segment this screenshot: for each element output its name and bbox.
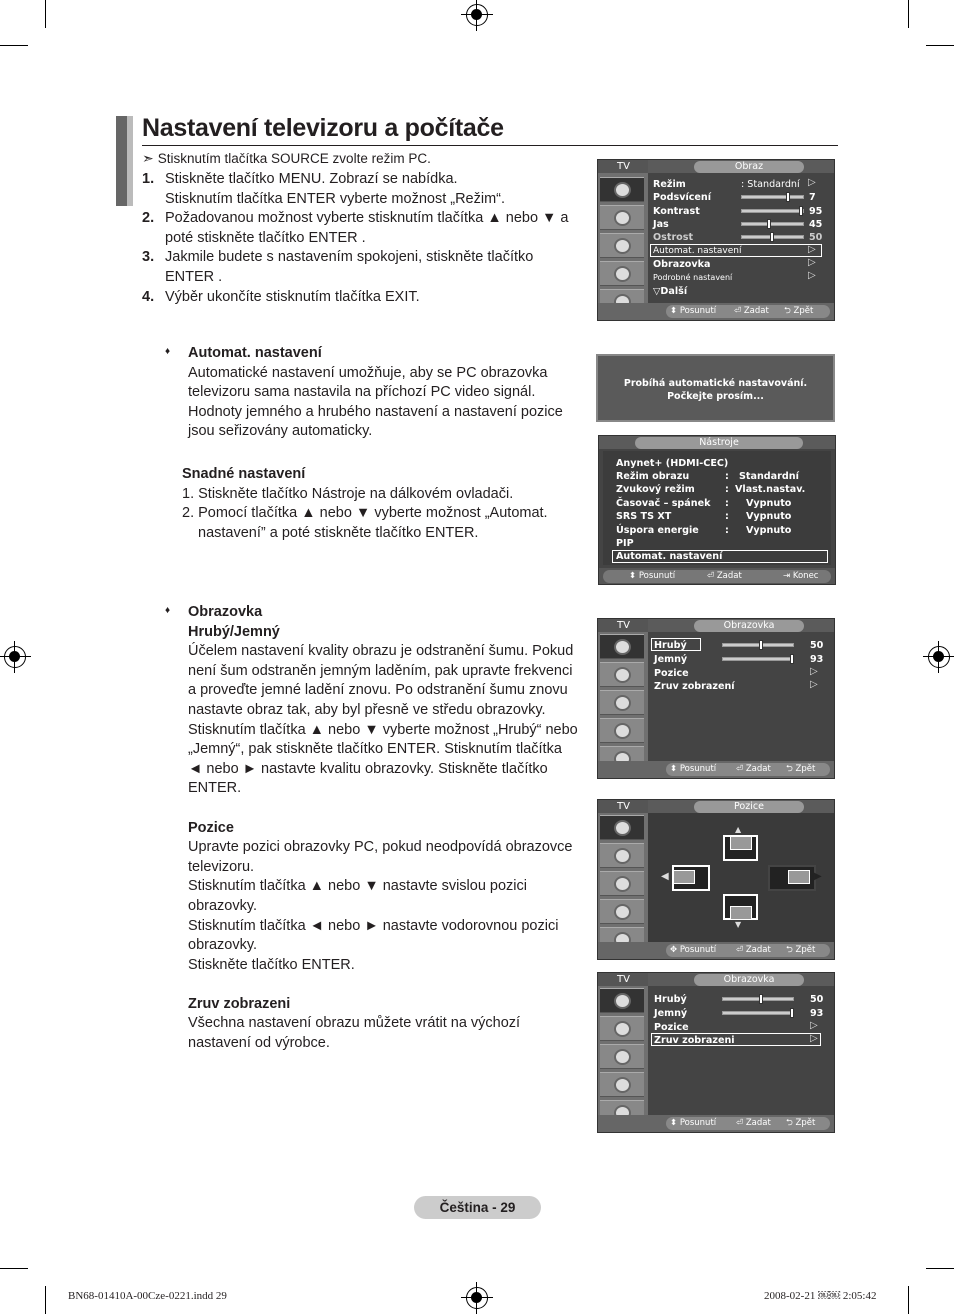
- osd-screen-menu: TV Obrazovka Hrubý 50 Jemný 93 Pozice ▷ Zruv zobrazení ▷ ⬍ Posunutí ⏎ Zadat ⮌ Zpět: [597, 618, 835, 779]
- title-accent-bar: [116, 116, 133, 206]
- setup-icon: [600, 261, 644, 286]
- registration-mark-icon: [928, 646, 950, 668]
- osd-screen-reset-menu: TV Obrazovka Hrubý 50 Jemný 93 Pozice ▷ Zruv zobrazeni ▷ ⬍ Posunutí ⏎ Zadat ⮌ Zpět: [597, 972, 835, 1133]
- position-down-box: [723, 894, 758, 920]
- step-2: 2. Požadovanou možnost vyberte stisknutím tlačítka ▲ nebo ▼ a poté stiskněte tlačítko ENTER .: [142, 210, 569, 246]
- title-rule: [142, 145, 838, 146]
- registration-mark-icon: [4, 646, 26, 668]
- steps-list: [142, 170, 587, 307]
- page-title: Nastavení televizoru a počítače: [142, 114, 504, 142]
- registration-mark-icon: [466, 4, 488, 26]
- date-slug: 2008-02-21 ￼￼ 2:05:42: [764, 1290, 877, 1302]
- registration-mark-icon: [466, 1287, 488, 1309]
- osd-picture-menu: TV Obraz Režim : Standardní ▷ Podsvícení 7 Kontrast 95 Jas 45 Ostrost 50 Automat. nastavení ▷ Obrazovka ▷ Podrobné nastavení ▷ ▽Další ⬍ Posunutí ⏎ Zadat ⮌ Zpět: [597, 159, 835, 321]
- page-number-badge: Čeština - 29: [414, 1196, 541, 1219]
- easy-setup: Snadné nastavení 1. Stiskněte tlačítko Nástroje na dálkovém ovladači. 2. Pomocí tlačítka ▲ nebo ▼ vyberte možnost „Automat. nastavení” a poté stiskněte tlačítko ENTER.: [182, 466, 548, 541]
- step-4: 4. Výběr ukončíte stisknutím tlačítka EXIT.: [142, 288, 420, 305]
- screen-section: Obrazovka Hrubý/Jemný Účelem nastavení kvality obrazu je odstranění šumu. Pokud není šum odstraněn jemným laděním, pak upravte frekvenci a proveďte jemné ladění znovu. Po odstranění šumu znovu nastavte obraz tak, aby byl přesně ve středu obrazovky. Stisknutím tlačítka ▲ nebo ▼ vyberte možnost „Hrubý“ nebo „Jemný“, pak stiskněte tlačítko ENTER. Stisknutím tlačítka ◄ nebo ► nastavte kvalitu obrazovky. Stiskněte tlačítko ENTER. Pozice Upravte pozici obrazovky PC, pokud neodpovídá obrazovce televizoru. Stisknutím tlačítka ▲ nebo ▼ nastavte svislou pozici obrazovky. Stisknutím tlačítka ◄ nebo ► nastavte vodorovnou pozici obrazovky. Stiskněte tlačítko ENTER. Zruv zobrazeni Všechna nastavení obrazu můžete vrátit na výchozí nastavení od výrobce.: [188, 604, 578, 1052]
- picture-icon: [600, 177, 644, 202]
- osd-auto-adjusting: Probíhá automatické nastavování. Počkejte prosím...: [596, 354, 835, 422]
- osd-tools-menu: Nástroje Anynet+ (HDMI-CEC) Režim obrazu : Standardní Zvukový režim : Vlast.nastav. Časovač – spánek : Vypnuto SRS TS XT : Vypnuto Úspora energie : Vypnuto PIP Automat. nastavení ⬍ Posunutí ⏎ Zadat ⇥ Konec: [598, 435, 836, 585]
- bullet-icon: ♦: [165, 346, 171, 357]
- channel-icon: [600, 233, 644, 258]
- osd-position-menu: TV Pozice ▲ ◀ ▶ ▼ ✥ Posunutí ⏎ Zadat ⮌ Zpět: [597, 799, 835, 960]
- step-3: 3. Jakmile budete s nastavením spokojeni, stiskněte tlačítko ENTER .: [142, 249, 534, 285]
- bullet-icon: ♦: [165, 605, 171, 616]
- step-1: 1. Stiskněte tlačítko MENU. Zobrazí se nabídka. Stisknutím tlačítka ENTER vyberte možnost „Režim“.: [142, 171, 506, 207]
- sound-icon: [600, 205, 644, 230]
- position-left-box: [672, 865, 710, 891]
- arrow-note-icon: ➣: [142, 150, 154, 166]
- intro-note: ➣ Stisknutím tlačítka SOURCE zvolte režim PC.: [142, 150, 431, 166]
- position-up-box: [723, 835, 758, 861]
- file-slug: BN68-01410A-00Cze-0221.indd 29: [68, 1290, 227, 1302]
- position-right-box: [768, 865, 816, 891]
- auto-section: Automat. nastavení Automatické nastavení umožňuje, aby se PC obrazovka televizoru sama nastavila na příchozí PC video signál. Hodnoty jemného a hrubého nastavení a nastavení pozice jsou seřizovány automaticky.: [188, 345, 563, 440]
